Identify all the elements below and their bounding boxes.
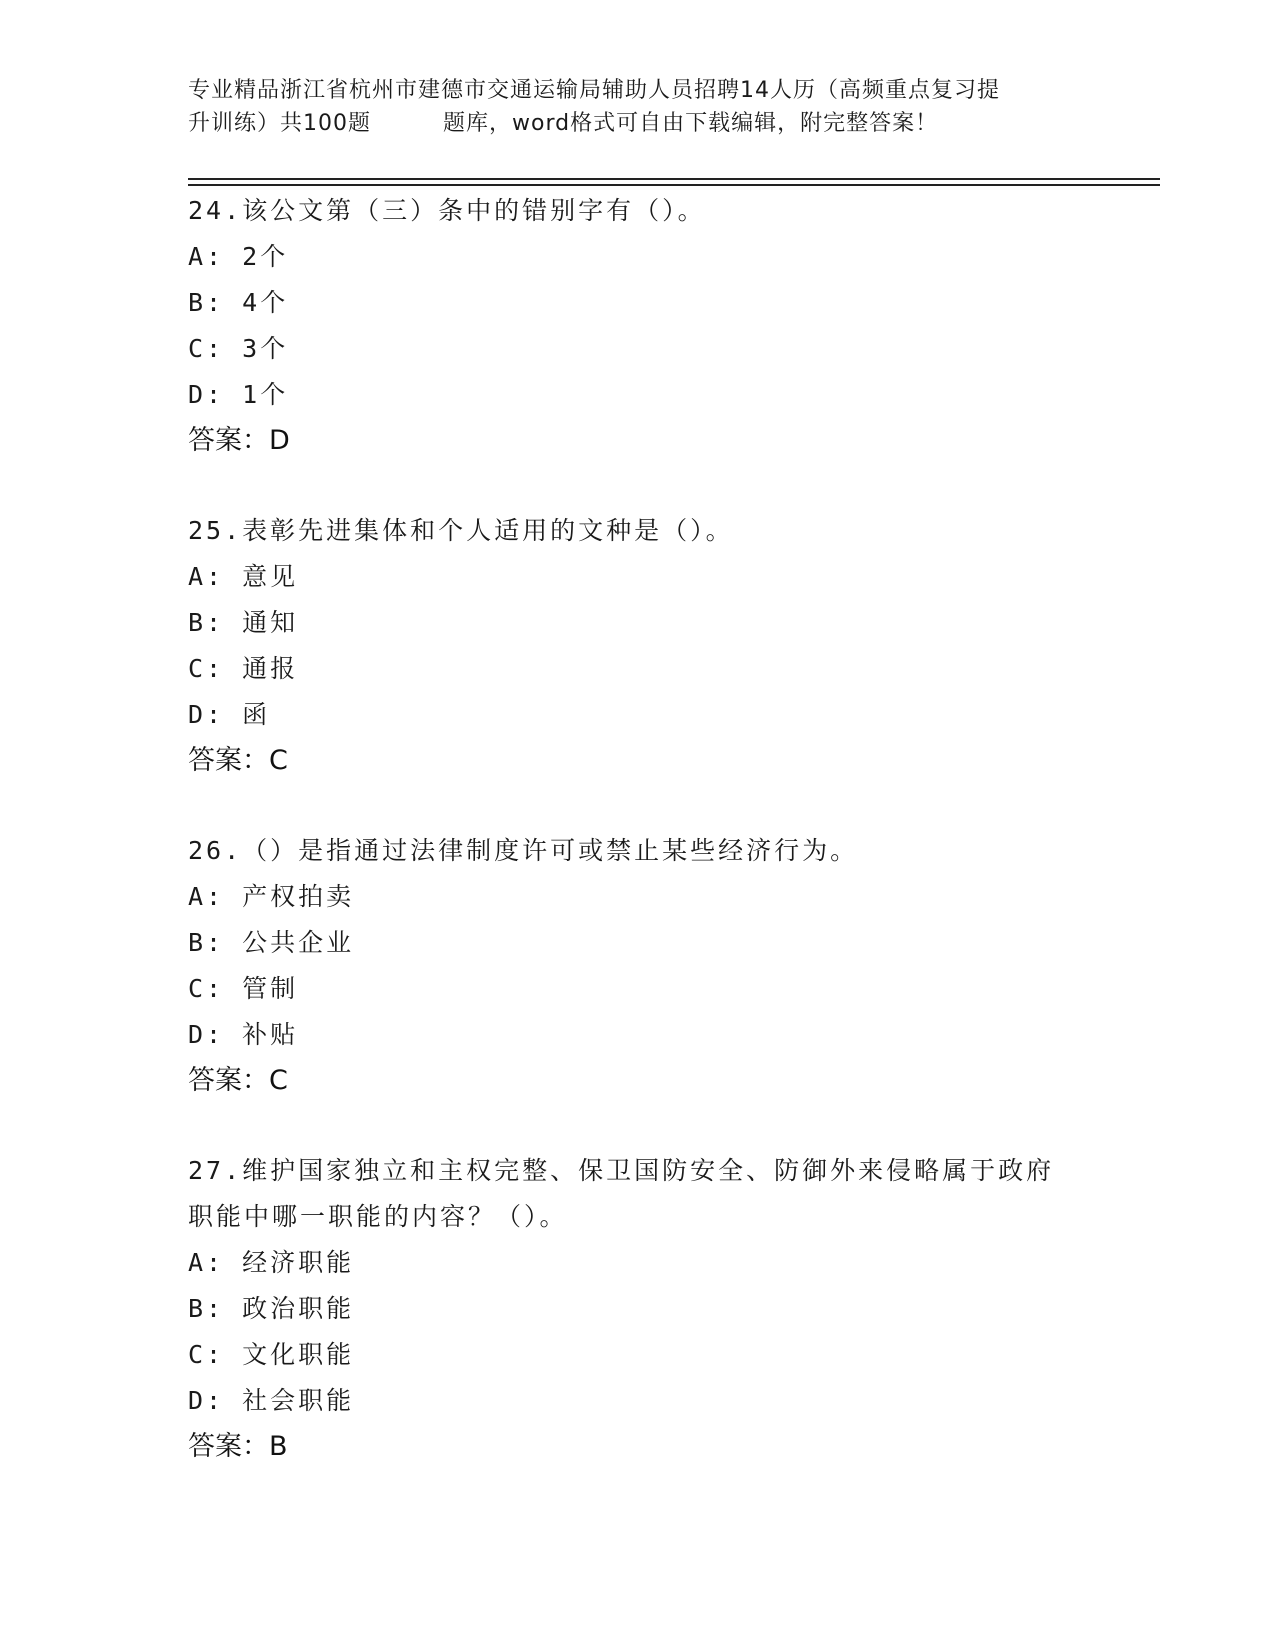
question-stem: 26.（）是指通过法律制度许可或禁止某些经济行为。 <box>188 836 859 865</box>
question-stem: 25.表彰先进集体和个人适用的文种是（）。 <box>188 516 734 545</box>
option-c: C: 管制 <box>188 974 299 1003</box>
header-line-2 <box>188 107 1088 140</box>
question-25 <box>188 508 1088 784</box>
option-a: A: 产权拍卖 <box>188 882 355 911</box>
answer: 答案：C <box>188 745 288 776</box>
option-d: D: 补贴 <box>188 1020 299 1049</box>
option-a: A: 意见 <box>188 562 299 591</box>
answer: 答案：B <box>188 1431 288 1462</box>
question-stem: 24.该公文第（三）条中的错别字有（）。 <box>188 196 706 225</box>
option-d: D: 社会职能 <box>188 1386 355 1415</box>
option-d: D: 1个 <box>188 380 289 409</box>
option-b: B: 通知 <box>188 608 299 637</box>
header-line-2-part-b: 题库，word格式可自由下载编辑，附完整答案！ <box>443 111 939 136</box>
option-c: C: 文化职能 <box>188 1340 355 1369</box>
answer: 答案：C <box>188 1065 288 1096</box>
option-c: C: 3个 <box>188 334 289 363</box>
question-stem-line-2: 职能中哪一职能的内容？（）。 <box>188 1202 568 1231</box>
option-b: B: 政治职能 <box>188 1294 355 1323</box>
option-a: A: 经济职能 <box>188 1248 355 1277</box>
header-divider-top <box>188 178 1160 180</box>
header-divider-bottom <box>188 184 1160 186</box>
question-27 <box>188 1148 1088 1470</box>
option-a: A: 2个 <box>188 242 289 271</box>
option-c: C: 通报 <box>188 654 299 683</box>
option-b: B: 公共企业 <box>188 928 355 957</box>
header-line-1: 专业精品浙江省杭州市建德市交通运输局辅助人员招聘14人历（高频重点复习提 <box>188 78 1000 103</box>
option-d: D: 函 <box>188 700 271 729</box>
header-line-2-part-a: 升训练）共100题 <box>188 111 371 136</box>
document-header <box>188 74 1088 140</box>
question-24 <box>188 188 1088 464</box>
answer: 答案：D <box>188 425 290 456</box>
question-stem-line-1: 27.维护国家独立和主权完整、保卫国防安全、防御外来侵略属于政府 <box>188 1156 1055 1185</box>
question-26 <box>188 828 1088 1104</box>
option-b: B: 4个 <box>188 288 289 317</box>
